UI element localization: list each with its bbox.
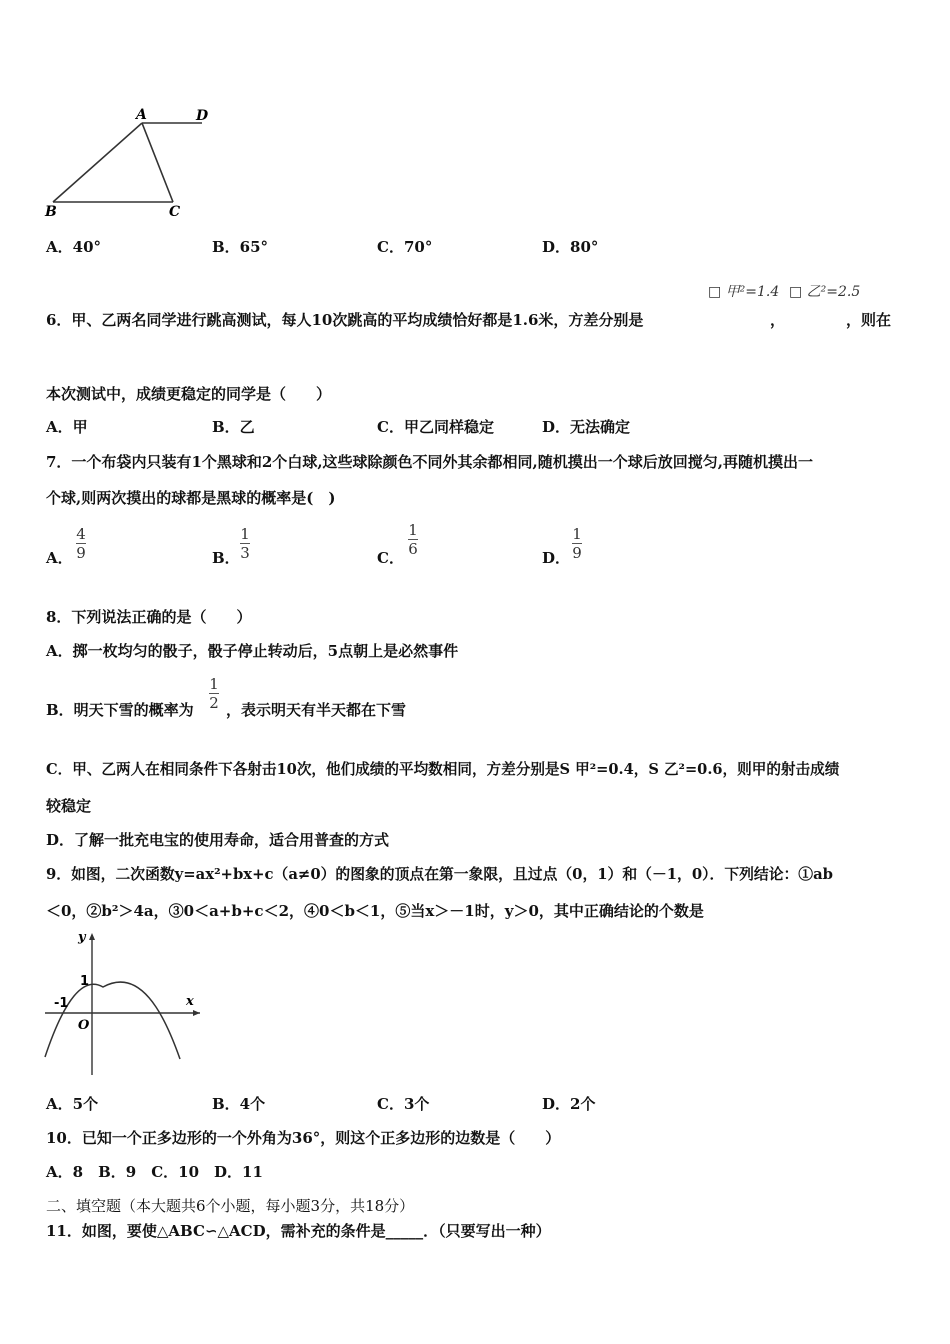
q9-option-d[interactable]: D．2个 bbox=[542, 1095, 596, 1113]
q8-option-a[interactable]: A．掷一枚均匀的骰子，骰子停止转动后，5点朝上是必然事件 bbox=[46, 642, 459, 660]
q7-option-b-label[interactable]: B． bbox=[212, 549, 240, 567]
q7-option-d-label[interactable]: D． bbox=[542, 549, 571, 567]
q7-option-a-label[interactable]: A． bbox=[46, 549, 73, 567]
q10-options[interactable]: A．8 B．9 C．10 D．11 bbox=[46, 1163, 263, 1181]
q7-option-c-fraction bbox=[408, 522, 418, 557]
fraction-denominator: 9 bbox=[76, 544, 86, 562]
q9-option-c[interactable]: C．3个 bbox=[377, 1095, 430, 1113]
tick-label-one: 1 bbox=[80, 974, 90, 989]
q9-option-a[interactable]: A．5个 bbox=[46, 1095, 99, 1113]
q5-option-b[interactable]: B．65° bbox=[212, 238, 269, 256]
fraction-denominator: 2 bbox=[209, 694, 219, 712]
q8-option-b-pre[interactable]: B．明天下雪的概率为 bbox=[46, 701, 194, 719]
q11-stem: 11．如图，要使△ABC∽△ACD，需补充的条件是_____．（只要写出一种） bbox=[46, 1222, 551, 1240]
q9-stem-line1: 9．如图，二次函数y=ax²+bx+c（a≠0）的图象的顶点在第一象限，且过点（0，1）和（－1，0）．下列结论：①ab bbox=[46, 866, 834, 883]
q9-option-b[interactable]: B．4个 bbox=[212, 1095, 266, 1113]
q7-stem-line2: 个球,则两次摸出的球都是黑球的概率是( ) bbox=[46, 489, 336, 507]
q7-option-b-fraction bbox=[240, 526, 250, 561]
q7-option-c-label[interactable]: C． bbox=[377, 549, 404, 567]
q8-stem: 8．下列说法正确的是（ ） bbox=[46, 608, 252, 626]
segment-ab bbox=[53, 123, 142, 202]
origin-label: O bbox=[78, 1018, 90, 1033]
x-axis-label: x bbox=[186, 994, 194, 1009]
q6-option-c[interactable]: C．甲乙同样稳定 bbox=[377, 418, 494, 436]
q6-option-d[interactable]: D．无法确定 bbox=[542, 418, 631, 436]
q6-stem-line2: 本次测试中，成绩更稳定的同学是（ ） bbox=[46, 385, 332, 403]
fraction-numerator: 1 bbox=[572, 525, 582, 543]
parabola-curve bbox=[45, 982, 180, 1059]
q6-option-b[interactable]: B．乙 bbox=[212, 418, 255, 436]
fraction-numerator: 1 bbox=[240, 525, 250, 543]
tick-label-neg-one: -1 bbox=[54, 996, 69, 1011]
segment-ac bbox=[142, 123, 173, 202]
q8-option-b-post: ，表示明天有半天都在下雪 bbox=[226, 701, 407, 719]
q7-stem-line1: 7．一个布袋内只装有1个黑球和2个白球,这些球除颜色不同外其余都相同,随机摸出一个球后放回搅匀,再随机摸出一 bbox=[46, 453, 813, 471]
fraction-denominator: 3 bbox=[240, 544, 250, 562]
parabola-graph bbox=[40, 925, 205, 1080]
q8-option-b-fraction bbox=[209, 676, 219, 711]
q10-stem: 10．已知一个正多边形的一个外角为36°，则这个正多边形的边数是（ ） bbox=[46, 1129, 561, 1147]
y-axis-arrow bbox=[89, 933, 95, 940]
fraction-numerator: 1 bbox=[408, 521, 418, 539]
q6-stem-line1: 6．甲、乙两名同学进行跳高测试，每人10次跳高的平均成绩恰好都是1.6米，方差分别是 bbox=[46, 311, 644, 329]
q6-separator-2: ，则在 bbox=[846, 311, 892, 329]
triangle-figure bbox=[40, 100, 230, 225]
fraction-denominator: 9 bbox=[572, 544, 582, 562]
x-axis-arrow bbox=[193, 1010, 200, 1016]
fraction-numerator: 4 bbox=[76, 525, 86, 543]
label-c: C bbox=[169, 204, 181, 220]
variance-jia-formula: □ 甲²=1.4 bbox=[708, 284, 780, 300]
q7-option-a-fraction bbox=[76, 526, 86, 561]
label-a: A bbox=[136, 107, 147, 123]
label-b: B bbox=[45, 204, 57, 220]
q6-option-a[interactable]: A．甲 bbox=[46, 418, 88, 436]
variance-yi-formula: □ 乙²=2.5 bbox=[789, 284, 861, 300]
q7-option-d-fraction bbox=[572, 526, 582, 561]
section-heading: 二、填空题（本大题共6个小题，每小题3分，共18分） bbox=[46, 1197, 415, 1215]
fraction-numerator: 1 bbox=[209, 675, 219, 693]
y-axis-label: y bbox=[78, 930, 86, 945]
fraction-denominator: 6 bbox=[408, 540, 418, 558]
q8-option-c-line1[interactable]: C．甲、乙两人在相同条件下各射击10次，他们成绩的平均数相同，方差分别是S 甲²=0.4，S 乙²=0.6，则甲的射击成绩 bbox=[46, 761, 840, 778]
q5-option-d[interactable]: D．80° bbox=[542, 238, 599, 256]
label-d: D bbox=[196, 108, 209, 124]
q6-separator-1: ， bbox=[770, 311, 786, 329]
q5-option-a[interactable]: A．40° bbox=[46, 238, 102, 256]
q5-option-c[interactable]: C．70° bbox=[377, 238, 433, 256]
q8-option-d[interactable]: D．了解一批充电宝的使用寿命，适合用普查的方式 bbox=[46, 831, 390, 849]
q8-option-c-line2: 较稳定 bbox=[46, 797, 92, 815]
q9-stem-line2: ＜0，②b²＞4a，③0＜a+b+c＜2，④0＜b＜1，⑤当x＞－1时，y＞0，其中正确结论的个数是 bbox=[46, 902, 704, 920]
